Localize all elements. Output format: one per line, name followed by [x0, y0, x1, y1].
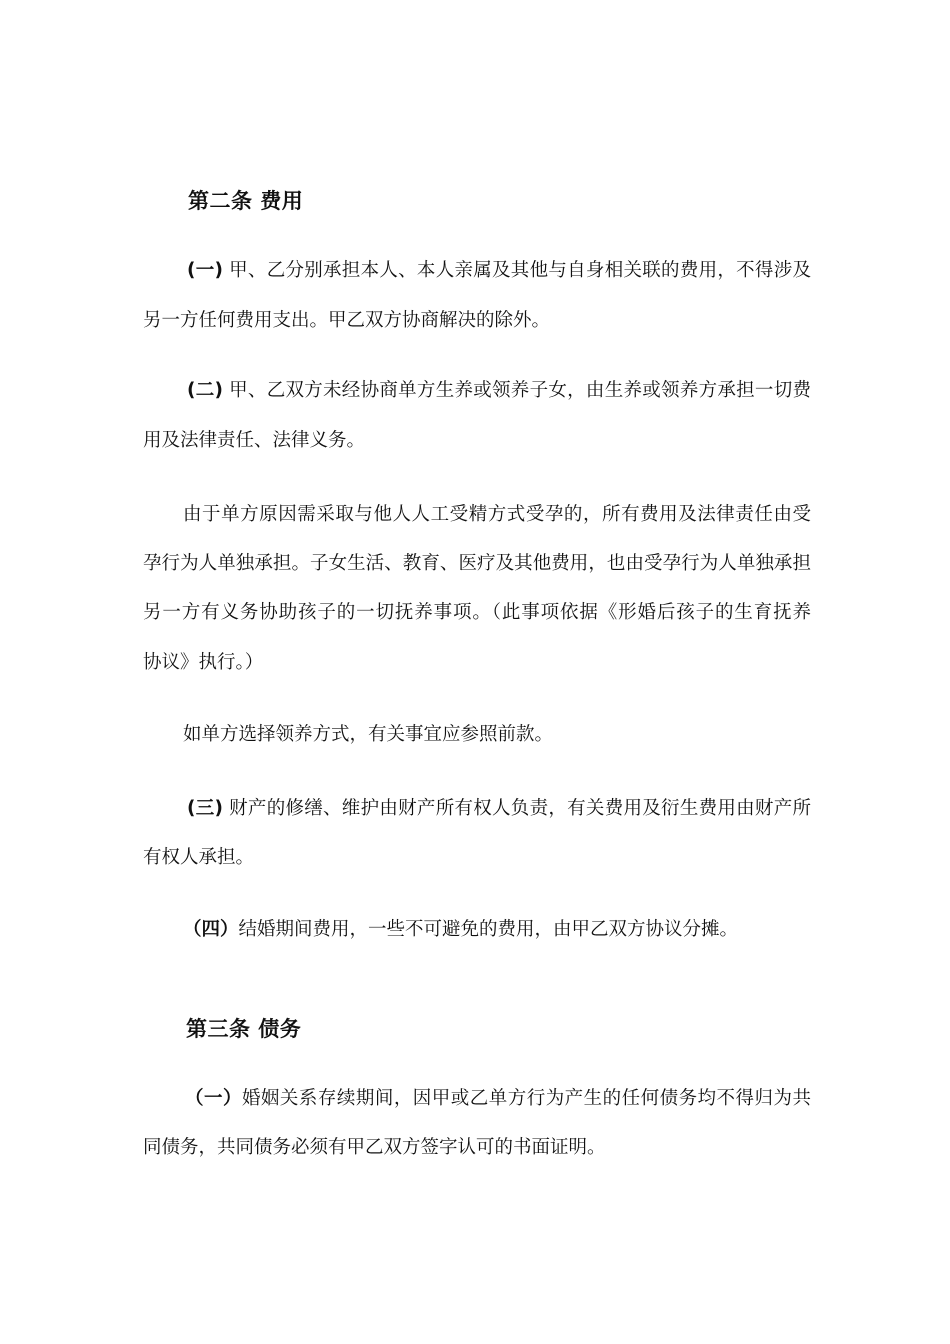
- article-3-heading: 第三条 债务: [186, 1017, 302, 1041]
- article-2-para-b-line-1: 如单方选择领养方式，有关事宜应参照前款。: [183, 724, 554, 745]
- item-text: 结婚期间费用，一些不可避免的费用，由甲乙双方协议分摊。: [238, 919, 739, 940]
- article-2-item-3-line-2: 有权人承担。: [143, 847, 255, 868]
- article-2-para-a-line-1: 由于单方原因需采取与他人人工受精方式受孕的，所有费用及法律责任由受: [183, 504, 811, 525]
- article-2-item-1-line-1: [187, 259, 811, 283]
- article-2-item-2-line-1: [187, 379, 811, 403]
- item-text: 婚姻关系存续期间，因甲或乙单方行为产生的任何债务均不得归为共: [241, 1088, 811, 1109]
- article-2-item-1-line-2: 另一方任何费用支出。甲乙双方协商解决的除外。: [143, 310, 551, 331]
- article-2-item-2-line-2: 用及法律责任、法律义务。: [143, 430, 366, 451]
- item-number: (三): [187, 798, 223, 819]
- article-3-item-1-line-1: [185, 1087, 811, 1111]
- article-2-heading: 第二条 费用: [188, 189, 304, 213]
- article-2-item-4-line-1: [183, 918, 811, 942]
- article-2-para-a-line-3: 另一方有义务协助孩子的一切抚养事项。（此事项依据《形婚后孩子的生育抚养: [143, 602, 811, 623]
- item-number: (一): [187, 260, 223, 281]
- item-number: （四）: [183, 919, 239, 940]
- item-text: 甲、乙分别承担本人、本人亲属及其他与自身相关联的费用，不得涉及: [229, 260, 811, 281]
- item-number: (二): [187, 380, 223, 401]
- article-3-item-1-line-2: 同债务，共同债务必须有甲乙双方签字认可的书面证明。: [143, 1137, 606, 1158]
- item-number: （一）: [185, 1088, 242, 1109]
- item-text: 财产的修缮、维护由财产所有权人负责，有关费用及衍生费用由财产所: [229, 798, 811, 819]
- article-2-para-a-line-4: 协议》执行。）: [143, 652, 264, 673]
- article-2-item-3-line-1: [187, 797, 811, 821]
- article-2-para-a-line-2: 孕行为人单独承担。子女生活、教育、医疗及其他费用，也由受孕行为人单独承担: [143, 553, 811, 574]
- item-text: 甲、乙双方未经协商单方生养或领养子女，由生养或领养方承担一切费: [229, 380, 811, 401]
